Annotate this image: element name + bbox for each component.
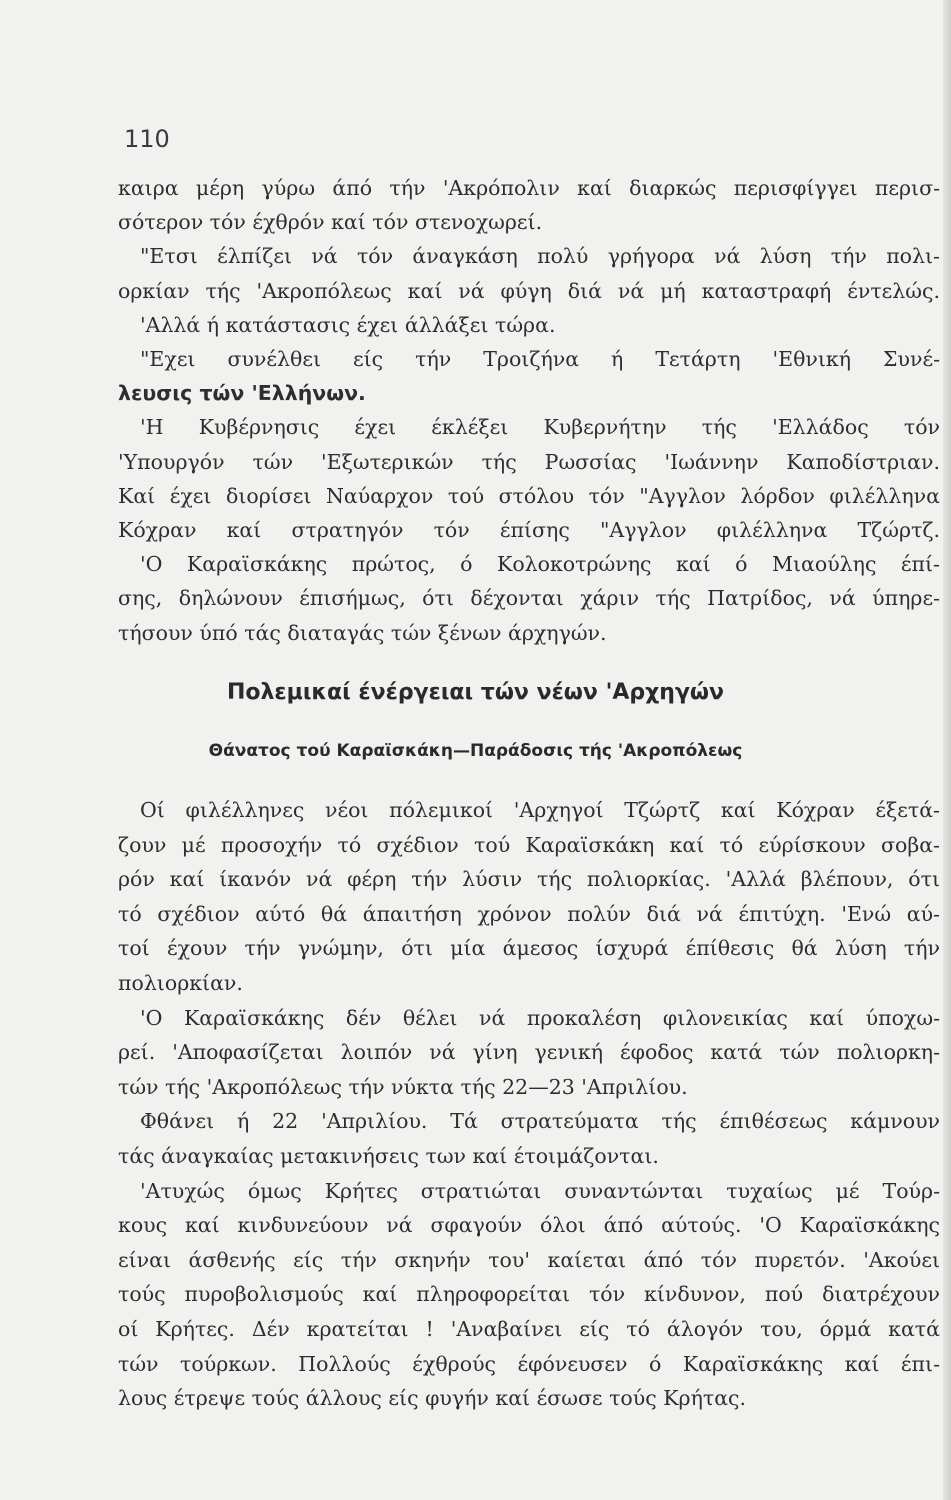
- text-line: 'Ατυχώς όμως Κρήτες στρατιώται συναντώνται τυχαίως μέ Τούρ-: [140, 1178, 940, 1203]
- text-line: καιρα μέρη γύρω άπό τήν 'Ακρόπολιν καί διαρκώς περισφίγγει περισ-: [118, 176, 940, 200]
- text-line: σότερον τόν έχθρόν καί τόν στενοχωρεί.: [118, 210, 543, 235]
- text-line: ρόν καί ίκανόν νά φέρη τήν λύσιν τής πολιορκίας. 'Αλλά βλέπουν, ότι: [118, 867, 940, 892]
- text-line: Φθάνει ή 22 'Απριλίου. Τά στρατεύματα τής έπιθέσεως κάμνουν: [140, 1109, 940, 1134]
- text-line: τάς άναγκαίας μετακινήσεις των καί έτοιμάζονται.: [118, 1144, 659, 1168]
- text-line: κους καί κινδυνεύουν νά σφαγούν όλοι άπό αύτούς. 'Ο Καραϊσκάκης: [118, 1213, 940, 1238]
- text-line: τό σχέδιον αύτό θά άπαιτήση χρόνον πολύν διά νά έπιτύχη. 'Ενώ αύ-: [118, 901, 940, 926]
- text-line: 'Η Κυβέρνησις έχει έκλέξει Κυβερνήτην τής 'Ελλάδος τόν: [140, 415, 940, 440]
- text-line: τοί έχουν τήν γνώμην, ότι μία άμεσος ίσχυρά έπίθεσις θά λύση τήν: [118, 936, 940, 961]
- text-line: "Εχει συνέλθει είς τήν Τροιζήνα ή Τετάρτη 'Εθνική Συνέ-: [140, 347, 940, 371]
- text-line: λους έτρεψε τούς άλλους είς φυγήν καί έσωσε τούς Κρήτας.: [118, 1386, 747, 1411]
- text-line: Καί έχει διορίσει Ναύαρχον τού στόλου τόν "Αγγλον λόρδον φιλέλληνα: [118, 483, 940, 508]
- text-line: σης, δηλώνουν έπισήμως, ότι δέχονται χάριν τής Πατρίδος, νά ύπηρε-: [118, 586, 940, 611]
- text-line: ζουν μέ προσοχήν τό σχέδιον τού Καραϊσκάκη καί τό εύρίσκουν σοβα-: [118, 832, 940, 857]
- text-line: τούς πυροβολισμούς καί πληροφορείται τόν κίνδυνον, πού διατρέχουν: [118, 1282, 940, 1307]
- text-line: 'Ο Καραϊσκάκης δέν θέλει νά προκαλέση φιλονεικίας καί ύποχω-: [140, 1005, 940, 1030]
- text-line: Κόχραν καί στρατηγόν τόν έπίσης "Αγγλον φιλέλληνα Τζώρτζ.: [118, 518, 940, 542]
- section-subheading: Θάνατος τού Καραϊσκάκη—Παράδοσις τής 'Ακροπόλεως: [208, 741, 743, 761]
- text-line: Οί φιλέλληνες νέοι πόλεμικοί 'Αρχηγοί Τζώρτζ καί Κόχραν έξετά-: [140, 798, 940, 822]
- text-line: 'Υπουργόν τών 'Εξωτερικών τής Ρωσσίας 'Ιωάννην Καποδίστριαν.: [118, 449, 940, 474]
- text-line: τών τής 'Ακροπόλεως τήν νύκτα τής 22—23 'Απριλίου.: [118, 1074, 688, 1099]
- page-number: 110: [124, 125, 170, 153]
- text-line: είναι άσθενής είς τήν σκηνήν του' καίεται άπό τόν πυρετόν. 'Ακούει: [118, 1247, 940, 1272]
- text-line: "Ετσι έλπίζει νά τόν άναγκάση πολύ γρήγορα νά λύση τήν πολι-: [140, 244, 940, 269]
- text-line: 'Ο Καραϊσκάκης πρώτος, ό Κολοκοτρώνης καί ό Μιαούλης έπί-: [140, 552, 940, 577]
- text-line: 'Αλλά ή κατάστασις έχει άλλάξει τώρα.: [140, 312, 556, 337]
- text-line: πολιορκίαν.: [118, 971, 243, 995]
- text-line: ρεί. 'Αποφασίζεται λοιπόν νά γίνη γενική έφοδος κατά τών πολιορκη-: [118, 1040, 940, 1065]
- text-line: τήσουν ύπό τάς διαταγάς τών ξένων άρχηγών.: [118, 620, 607, 645]
- section-heading: Πολεμικαί ένέργειαι τών νέων 'Αρχηγών: [226, 680, 725, 705]
- text-line: ορκίαν τής 'Ακροπόλεως καί νά φύγη διά νά μή καταστραφή έντελώς.: [118, 278, 940, 303]
- text-line: λευσις τών 'Ελλήνων.: [118, 381, 366, 406]
- text-line: τών τούρκων. Πολλούς έχθρούς έφόνευσεν ό Καραϊσκάκης καί έπι-: [118, 1351, 940, 1376]
- text-line: οί Κρήτες. Δέν κρατείται ! 'Αναβαίνει είς τό άλογόν του, όρμά κατά: [118, 1317, 940, 1341]
